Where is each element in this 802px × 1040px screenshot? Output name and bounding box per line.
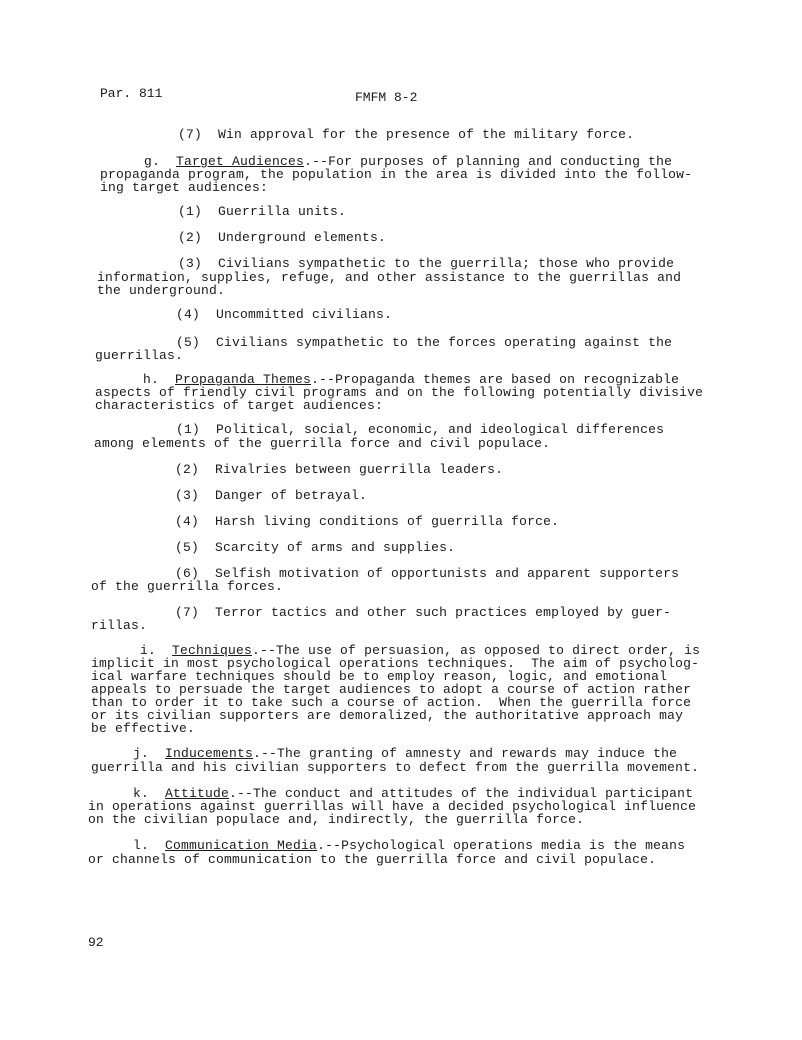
section-k-line-2: in operations against guerrillas will have a decided psychological influence: [88, 799, 697, 814]
g-item-3-line-2: information, supplies, refuge, and other assistance to the guerrillas and: [97, 270, 682, 285]
section-i-line-7: be effective.: [91, 721, 196, 736]
section-g-line-3: ing target audiences:: [100, 180, 269, 195]
section-i-line-6: or its civilian supporters are demoralized, the authoritative approach may: [91, 708, 684, 723]
section-i-line-5: than to order it to take such a course of action. When the guerrilla force: [91, 695, 692, 710]
section-k-line-1: k. Attitude.--The conduct and attitudes of the individual participant: [133, 786, 694, 801]
section-g-line-2: propaganda program, the population in the area is divided into the follow-: [100, 167, 693, 182]
h-item-5: (5) Scarcity of arms and supplies.: [175, 540, 456, 555]
section-i-title: Techniques: [172, 643, 253, 658]
section-j-line-1: j. Inducements.--The granting of amnesty and rewards may induce the: [133, 746, 678, 761]
page-number: 92: [88, 935, 104, 950]
g-item-2: (2) Underground elements.: [178, 230, 387, 245]
h-item-1-line-2: among elements of the guerrilla force and civil populace.: [94, 436, 551, 451]
section-g-line-1: g. Target Audiences.--For purposes of planning and conducting the: [144, 154, 673, 169]
g-item-1: (1) Guerrilla units.: [178, 204, 347, 219]
section-i-line-2: implicit in most psychological operations techniques. The aim of psycholog-: [91, 656, 700, 671]
header-manual-id: FMFM 8-2: [355, 90, 418, 105]
header-paragraph-ref: Par. 811: [100, 86, 163, 101]
section-i-line-4: appeals to persuade the target audiences to adopt a course of action rather: [91, 682, 692, 697]
section-j-line-2: guerrilla and his civilian supporters to defect from the guerrilla movement.: [91, 760, 700, 775]
section-g-title: Target Audiences: [176, 154, 305, 169]
section-h-title: Propaganda Themes: [175, 372, 312, 387]
section-h-line-1: h. Propaganda Themes.--Propaganda themes are based on recognizable: [143, 372, 680, 387]
item-7-win-approval: (7) Win approval for the presence of the military force.: [178, 127, 635, 142]
section-l-line-1: l. Communication Media.--Psychological operations media is the means: [133, 838, 686, 853]
h-item-7: (7) Terror tactics and other such practices employed by guer-: [175, 605, 672, 620]
section-h-line-3: characteristics of target audiences:: [95, 398, 384, 413]
section-h-line-2: aspects of friendly civil programs and on the following potentially divisive: [95, 385, 704, 400]
section-k-title: Attitude: [165, 786, 230, 801]
section-l-line-2: or channels of communication to the guerrilla force and civil populace.: [88, 852, 657, 867]
h-item-7-line-2: rillas.: [91, 618, 148, 633]
g-item-5-line-2: guerrillas.: [95, 348, 184, 363]
section-i-line-1: i. Techniques.--The use of persuasion, as opposed to direct order, is: [140, 643, 701, 658]
h-item-4: (4) Harsh living conditions of guerrilla force.: [175, 514, 560, 529]
section-l-title: Communication Media: [165, 838, 318, 853]
h-item-2: (2) Rivalries between guerrilla leaders.: [175, 462, 504, 477]
g-item-4: (4) Uncommitted civilians.: [176, 307, 393, 322]
g-item-3: (3) Civilians sympathetic to the guerrilla; those who provide: [178, 256, 675, 271]
g-item-5: (5) Civilians sympathetic to the forces operating against the: [176, 335, 673, 350]
section-k-line-3: on the civilian populace and, indirectly, the guerrilla force.: [88, 812, 585, 827]
h-item-3: (3) Danger of betrayal.: [175, 488, 368, 503]
section-i-line-3: ical warfare techniques should be to employ reason, logic, and emotional: [91, 669, 668, 684]
h-item-6: (6) Selfish motivation of opportunists and apparent supporters: [175, 566, 680, 581]
g-item-3-line-3: the underground.: [97, 283, 226, 298]
section-j-title: Inducements: [165, 746, 254, 761]
h-item-1: (1) Political, social, economic, and ideological differences: [176, 422, 665, 437]
h-item-6-line-2: of the guerrilla forces.: [91, 579, 284, 594]
